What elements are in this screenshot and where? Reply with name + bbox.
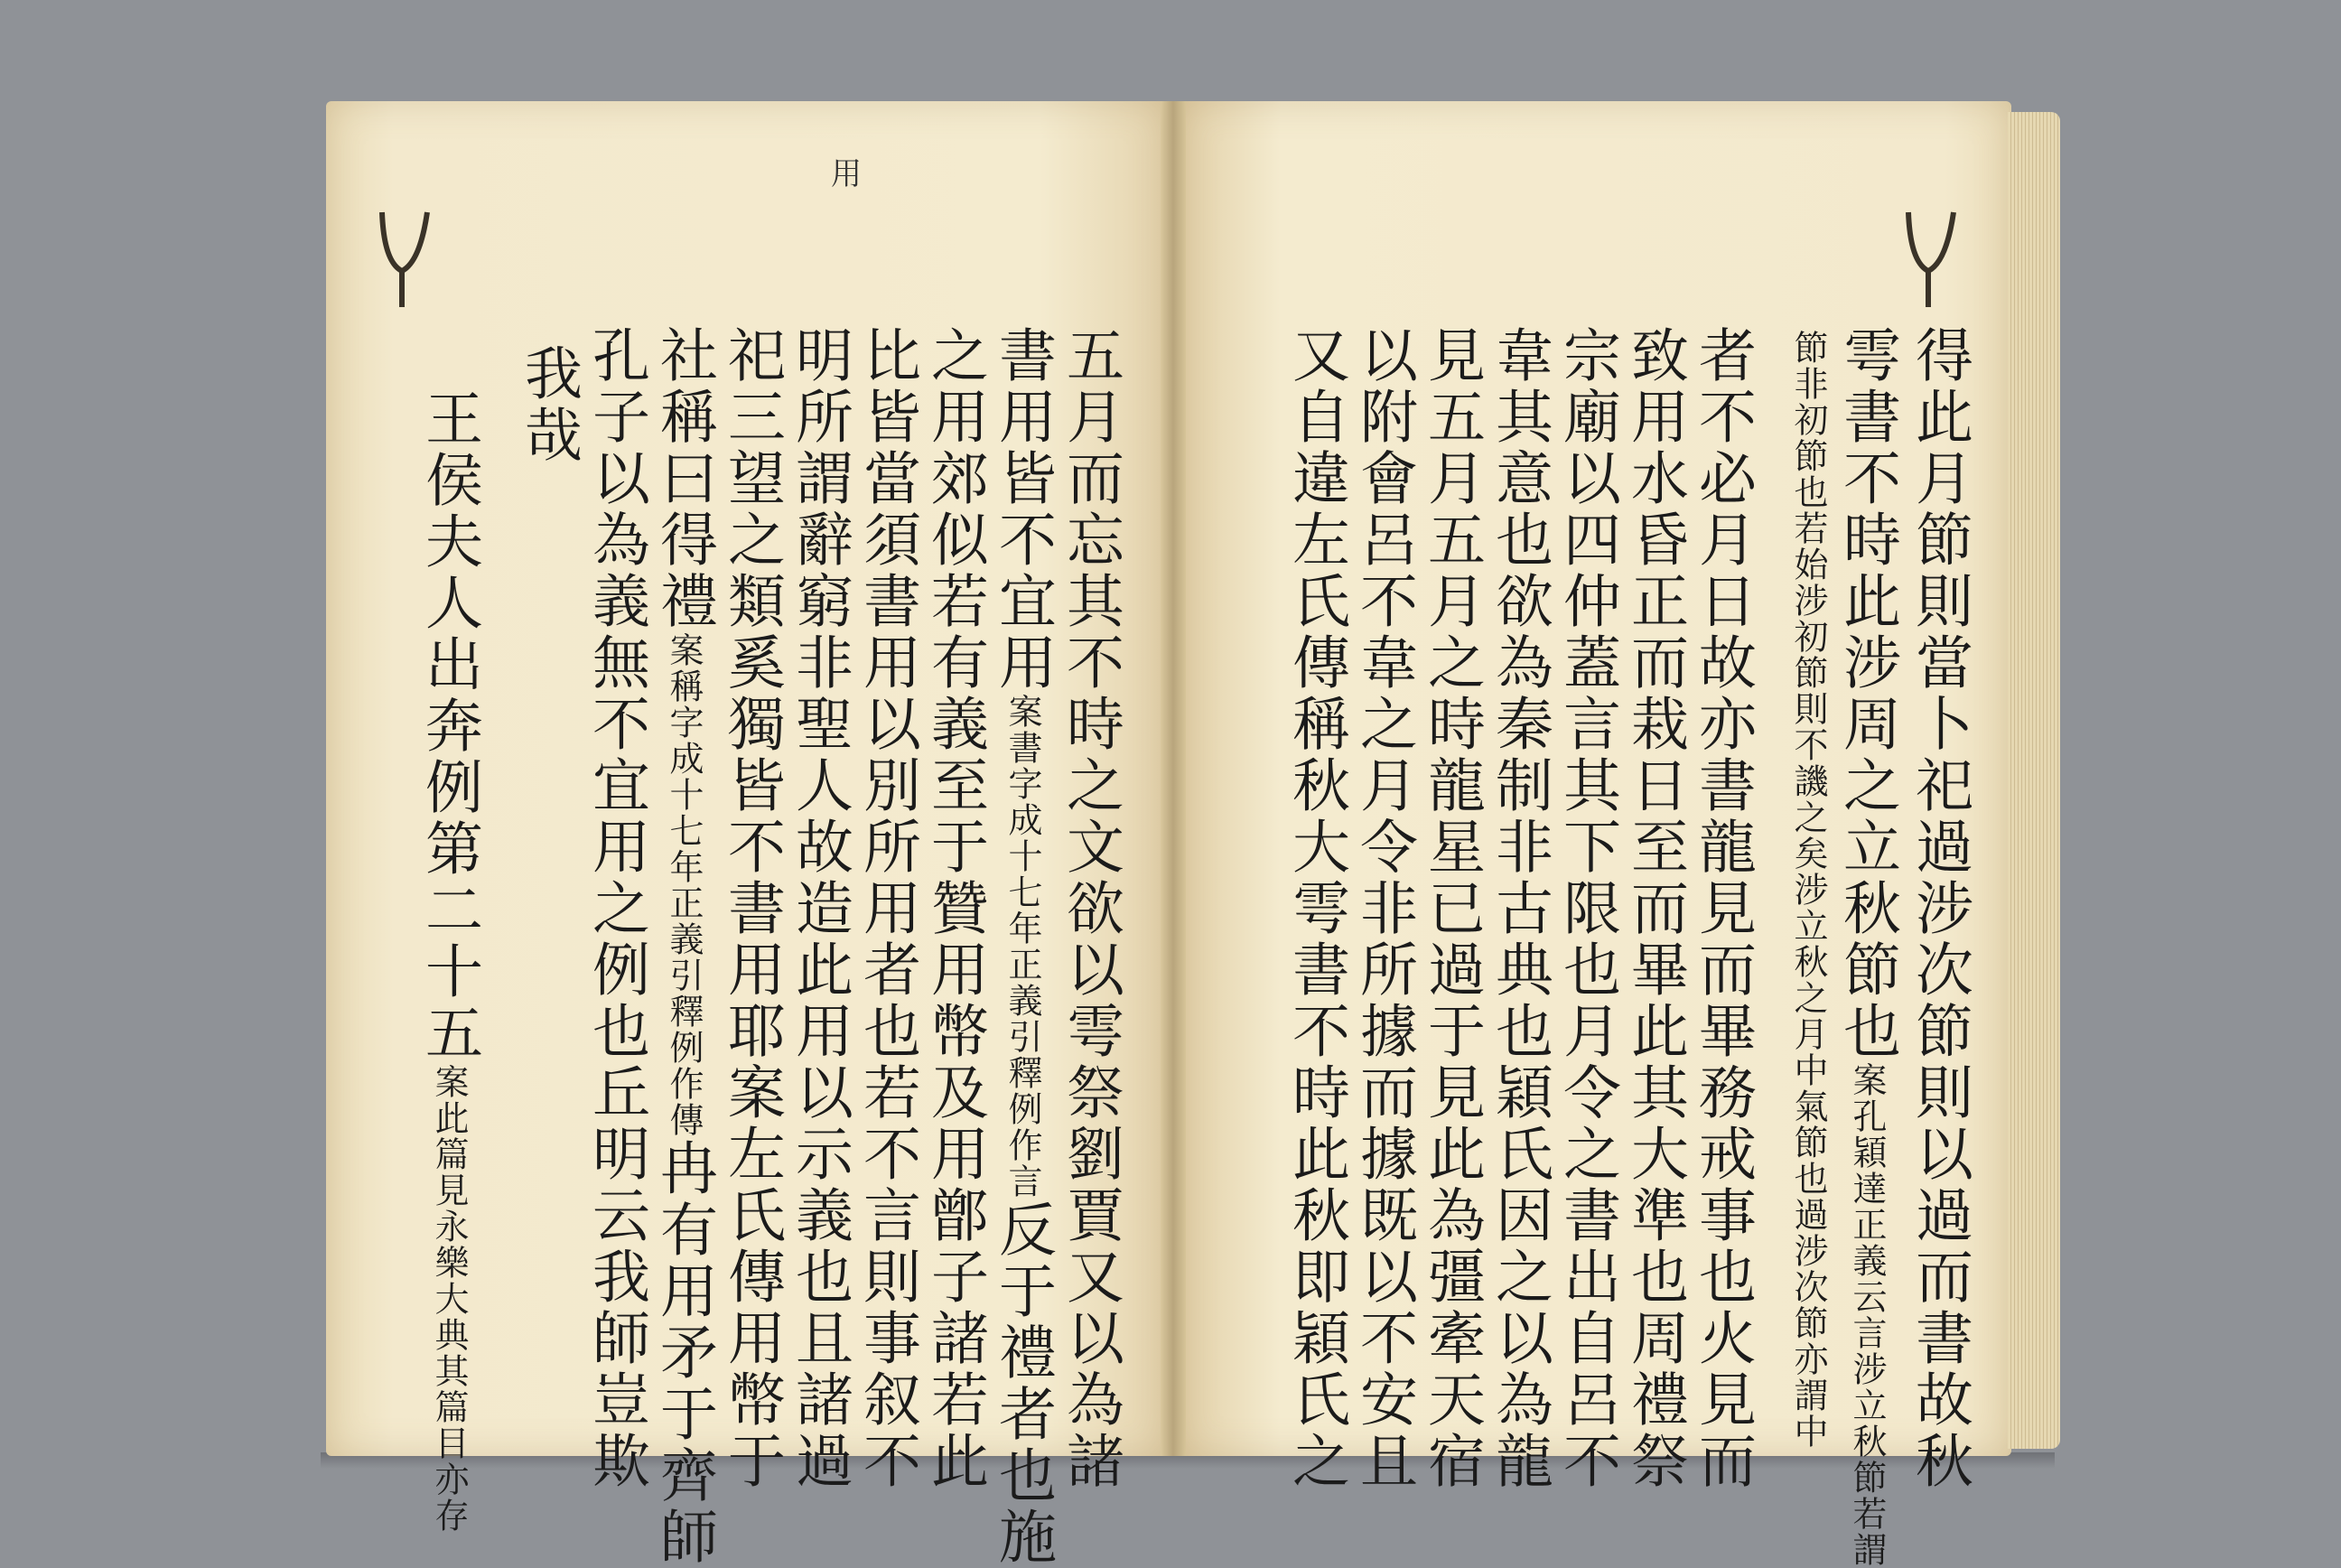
right-col-1: 得此月節則當卜祀過涉次節則以過而書故秋	[1906, 325, 1973, 1492]
page-marker: 用	[831, 156, 862, 192]
fore-edge	[2008, 112, 2060, 1449]
right-col-4: 者不必月日故亦書龍見而畢務戒事也火見而	[1689, 325, 1756, 1492]
left-col-8: 孔子以為義無不宜用之例也丘明云我師豈欺	[583, 325, 649, 1492]
left-col-2: 書用皆不宜用案書字成十七年正義引釋例作言反于禮者也施	[989, 325, 1056, 1568]
left-col-1: 五月而忘其不時之文欲以雩祭劉賈又以為諸	[1057, 325, 1124, 1492]
left-col-7: 社稱曰得禮案稱字成十七年正義引釋例作傳冉有用矛于齊師	[650, 325, 717, 1568]
left-col-6: 祀三望之類奚獨皆不書用耶案左氏傳用幣于	[718, 325, 785, 1492]
left-col-9: 我哉	[515, 343, 582, 466]
right-col-3-note: 節非初節也若始涉初節則不譏之矣涉立秋之月中氣節也過涉次節亦謂中	[1788, 330, 1828, 1450]
binding-thread-left	[375, 208, 438, 307]
left-col-4: 比皆當須書用以別所用者也若不言則事叙不	[853, 325, 920, 1492]
right-col-8: 見五月五月之時龍星已過于見此為彊牽天宿	[1418, 325, 1485, 1492]
right-col-10: 又自違左氏傳稱秋大雩書不時此秋即穎氏之	[1282, 325, 1349, 1492]
right-col-9: 以附會呂不韋之月令非所據而據既以不安且	[1350, 325, 1417, 1492]
right-col-5: 致用水昏正而栽日至而畢此其大準也周禮祭	[1621, 325, 1688, 1492]
book-gutter	[1161, 101, 1186, 1456]
right-col-6: 宗廟以四仲蓋言其下限也月令之書出自呂不	[1553, 325, 1620, 1492]
right-col-7: 韋其意也欲為秦制非古典也穎氏因之以為龍	[1486, 325, 1553, 1492]
binding-thread-right	[1901, 208, 1964, 307]
left-col-10: 王侯夫人出奔例第二十五案此篇見永樂大典其篇目亦存	[415, 388, 482, 1534]
left-col-5: 明所謂辭窮非聖人故造此用以示義也且諸過	[786, 325, 853, 1492]
open-book	[312, 90, 2082, 1568]
right-col-2: 雩書不時此涉周之立秋節也案孔穎達正義云言涉立秋節若謂	[1833, 325, 1900, 1568]
left-col-3: 之用郊似若有義至于贊用幣及用鄫子諸若此	[921, 325, 988, 1492]
